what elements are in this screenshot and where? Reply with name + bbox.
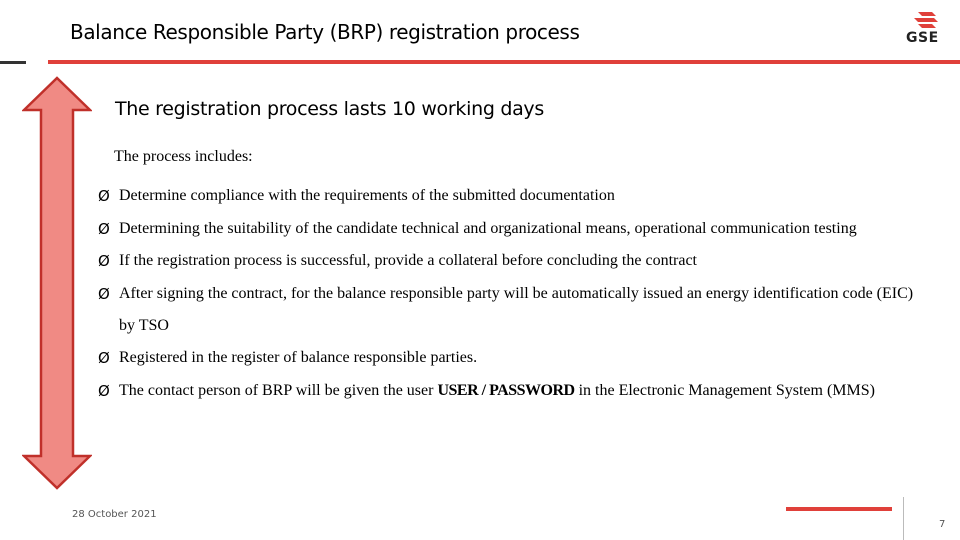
list-item-text: If the registration process is successful, provide a collateral before concluding the contract <box>119 252 697 269</box>
arrow-bullet-icon: Ø <box>98 349 110 367</box>
section-subtitle: The registration process lasts 10 working days <box>115 98 544 120</box>
page-title: Balance Responsible Party (BRP) registration process <box>70 20 580 44</box>
list-item <box>98 213 918 245</box>
list-item-text: After signing the contract, for the balance responsible party will be automatically issued an energy identification code (EIC) by TSO <box>119 284 914 334</box>
arrow-bullet-icon: Ø <box>98 219 110 238</box>
header-rule-left <box>0 61 26 64</box>
list-item <box>98 278 918 342</box>
intro-text: The process includes: <box>114 148 253 165</box>
list-item <box>98 245 918 277</box>
double-headed-vertical-arrow-icon <box>22 76 92 490</box>
arrow-bullet-icon: Ø <box>98 187 110 205</box>
header-rule <box>48 60 960 64</box>
process-steps-list <box>98 180 918 407</box>
page-number: 7 <box>939 519 946 530</box>
list-item <box>98 342 918 374</box>
credentials-label: USER / PASSWORD <box>437 381 575 399</box>
list-item-text: Determining the suitability of the candidate technical and organizational means, operational communication testing <box>119 219 857 237</box>
list-item-text: Determine compliance with the requirements of the submitted documentation <box>119 187 615 204</box>
arrow-bullet-icon: Ø <box>98 252 110 270</box>
arrow-bullet-icon: Ø <box>98 381 110 400</box>
list-item-text: Registered in the register of balance responsible parties. <box>119 349 478 366</box>
footer-date: 28 October 2021 <box>72 509 157 520</box>
list-item-text-after: in the Electronic Management System (MMS) <box>574 381 875 399</box>
list-item-text-before: The contact person of BRP will be given the user <box>119 381 438 399</box>
list-item <box>98 180 918 212</box>
logo-text: GSE <box>906 30 939 46</box>
footer-rule <box>786 507 892 511</box>
footer-divider <box>903 497 904 540</box>
arrow-bullet-icon: Ø <box>98 284 110 303</box>
list-item <box>98 375 918 407</box>
